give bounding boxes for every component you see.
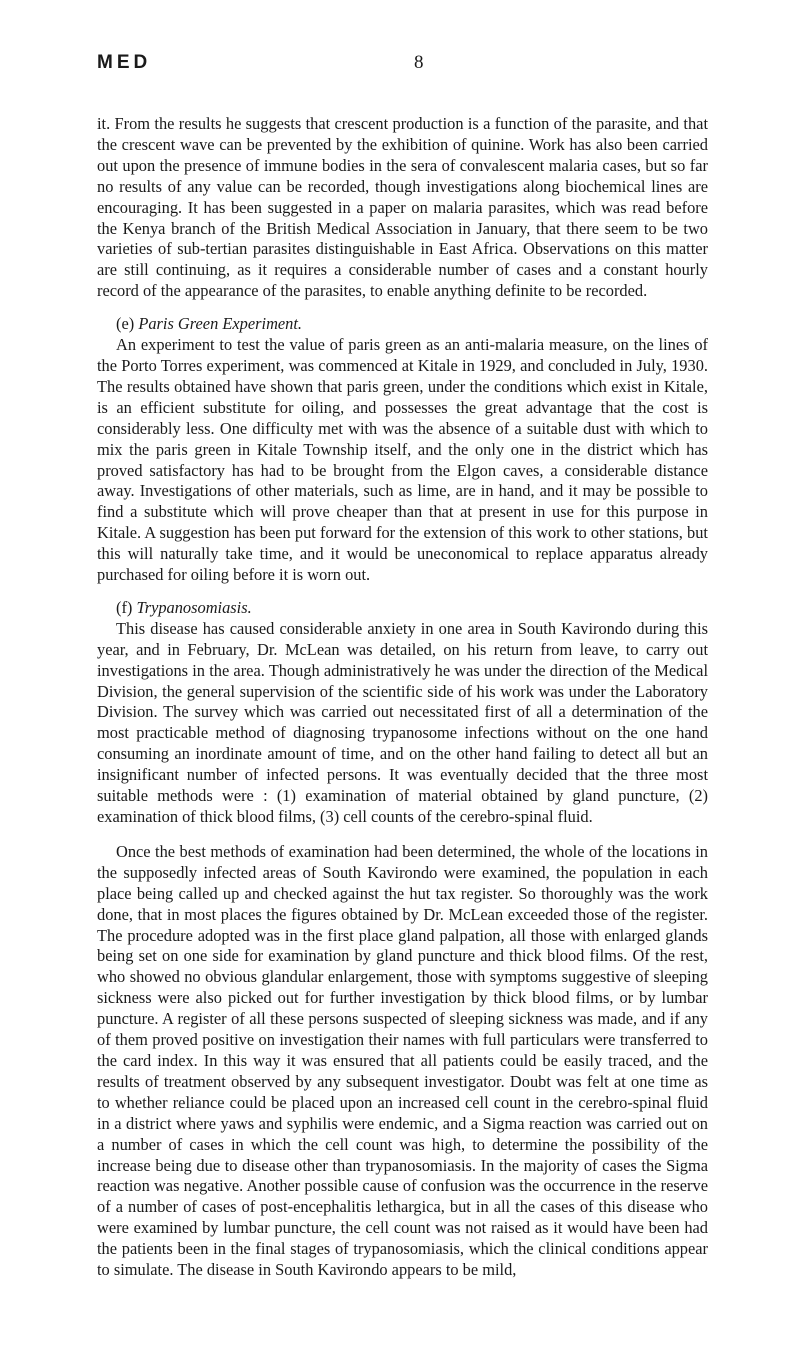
paragraph-paris-green: An experiment to test the value of paris green as an anti-malaria measure, on the lines of the Porto Torres experiment, was commenced at Kitale in 1929, and concluded in July, 1930. The results obtained have shown that paris green, under the conditions which exist in Kitale, is an efficient substitute for oiling, and possesses the great advantage that the cost is considerably less. One difficulty met with was the absence of a suitable dust with which to mix the paris green in Kitale Township itself, and the only one in the district which has proved satisfactory has had to be brought from the Elgon caves, a considerable distance away. Investigations of other materials, such as lime, are in hand, and it may be possible to find a substitute which will prove cheaper than that at present in use for this purpose in Kitale. A suggestion has been put forward for the extension of this work to other stations, but this will naturally take time, and it would be uneconomical to replace apparatus already purchased for oiling before it is worn out. bbox=[97, 335, 708, 585]
document-code: MED bbox=[97, 52, 152, 73]
section-title-e: Paris Green Experiment. bbox=[138, 314, 303, 334]
section-heading-f bbox=[97, 598, 708, 619]
paragraph-trypanosomiasis: This disease has caused considerable anxiety in one area in South Kavirondo during this year, and in February, Dr. McLean was detailed, on his return from leave, to carry out investigations in the area. Though administratively he was under the direction of the Medical Division, the general supervision of the scientific side of his work was under the Laboratory Division. The survey which was carried out necessitated first of all a determination of the most practicable method of diagnosing trypanosome infections without on the one hand consuming an inordinate amount of time, and on the other hand failing to detect all but an insignificant number of infected persons. It was eventually decided that the three most suitable methods were : (1) examination of material obtained by gland puncture, (2) examination of thick blood films, (3) cell counts of the cerebro-spinal fluid. bbox=[97, 618, 708, 826]
paragraph-continuation: it. From the results he suggests that crescent production is a function of the parasite, and that the crescent wave can be prevented by the exhibition of quinine. Work has also been carried out upon the presence of immune bodies in the sera of convalescent malaria cases, but so far no results of any value can be recorded, though investigations along biochemical lines are encouraging. It has been suggested in a paper on malaria parasites, which was read before the Kenya branch of the British Medical Association in January, that there seem to be two varieties of sub-tertian parasites distinguishable in East Africa. Observations on this matter are still continuing, as it requires a considerable number of cases and a constant hourly record of the appearance of the parasites, to enable anything definite to be recorded. bbox=[97, 114, 708, 301]
section-marker-f: (f) bbox=[116, 597, 133, 617]
page-number: 8 bbox=[414, 52, 424, 73]
section-heading-e bbox=[97, 314, 708, 335]
section-title-f: Trypanosomiasis. bbox=[136, 597, 252, 617]
paragraph-examination-methods: Once the best methods of examination had been determined, the whole of the locations in the supposedly infected areas of South Kavirondo were examined, the population in each place being called up and checked against the hut tax register. So thoroughly was the work done, that in most places the figures obtained by Dr. McLean exceeded those of the register. The procedure adopted was in the first place gland palpation, all those with enlarged glands being set on one side for examination by gland puncture and thick blood films. Of the rest, who showed no obvious glandular enlargement, those with symptoms suggestive of sleeping sickness were also picked out for further investigation by thick blood films, or by lumbar puncture. A register of all these persons suspected of sleeping sickness was made, and if any of them proved positive on investigation their names with full particulars were transferred to the card index. In this way it was ensured that all patients could be easily traced, and the results of treatment observed by any subsequent investigator. Doubt was felt at one time as to whether reliance could be placed upon an increased cell count in the cerebro-spinal fluid in a district where yaws and syphilis were endemic, and a Sigma reaction was carried out on a number of cases in which the cell count was high, to determine the possibility of the increase being due to disease other than trypanosomiasis. In the majority of cases the Sigma reaction was negative. Another possible cause of confusion was the occurrence in the reserve of a number of cases of post-encephalitis lethargica, but in all the cases of this disease who were examined by lumbar puncture, the cell count was not raised as it would have been had the patients been in the final stages of trypanosomiasis, which the clinical conditions appear to simulate. The disease in South Kavirondo appears to be mild, bbox=[97, 841, 708, 1280]
document-body bbox=[97, 114, 708, 1281]
section-marker-e: (e) bbox=[116, 314, 135, 334]
page-header bbox=[97, 52, 708, 82]
